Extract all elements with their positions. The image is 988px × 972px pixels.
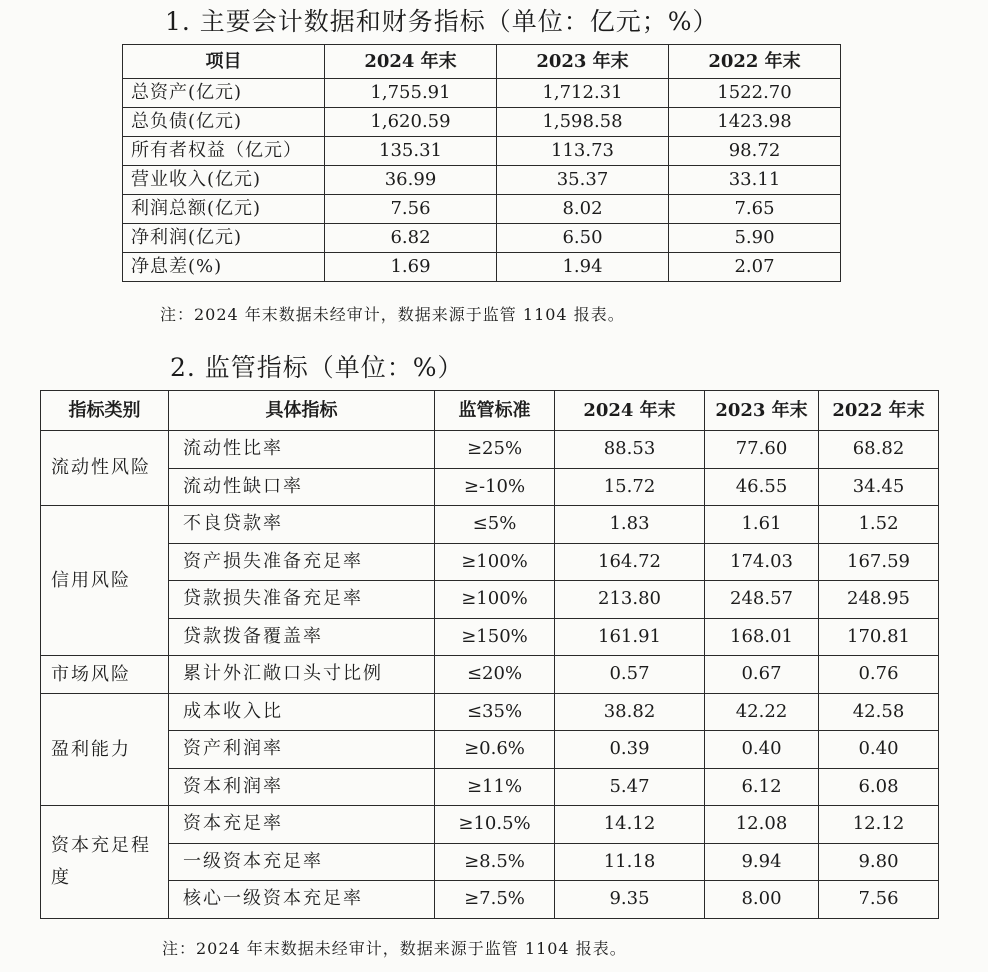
- value-2023: 1,712.31: [497, 79, 669, 108]
- value-2022: 248.95: [819, 581, 939, 619]
- value-2022: 9.80: [819, 843, 939, 881]
- value-2024: 164.72: [555, 543, 705, 581]
- value-2024: 14.12: [555, 806, 705, 844]
- regulatory-standard: ≥8.5%: [435, 843, 555, 881]
- indicator-name: 成本收入比: [169, 693, 435, 731]
- value-2024: 9.35: [555, 881, 705, 919]
- table-row: [123, 253, 841, 282]
- header-2022: 2022 年末: [819, 391, 939, 431]
- section2-note: 注：2024 年末数据未经审计，数据来源于监管 1104 报表。: [162, 939, 627, 958]
- value-2022: 98.72: [669, 137, 841, 166]
- value-2024: 1,620.59: [325, 108, 497, 137]
- header-category: 指标类别: [41, 391, 169, 431]
- table-row: [123, 166, 841, 195]
- table-row: [41, 768, 939, 806]
- value-2023: 113.73: [497, 137, 669, 166]
- value-2024: 1.69: [325, 253, 497, 282]
- indicator-name: 贷款损失准备充足率: [169, 581, 435, 619]
- regulatory-standard: ≥25%: [435, 431, 555, 469]
- regulatory-standard: ≥0.6%: [435, 731, 555, 769]
- value-2022: 0.40: [819, 731, 939, 769]
- table-row: [41, 881, 939, 919]
- value-2023: 9.94: [705, 843, 819, 881]
- header-2024: 2024 年末: [555, 391, 705, 431]
- value-2022: 1.52: [819, 506, 939, 544]
- value-2024: 5.47: [555, 768, 705, 806]
- header-item: 项目: [123, 45, 325, 79]
- value-2022: 33.11: [669, 166, 841, 195]
- indicator-name: 流动性缺口率: [169, 468, 435, 506]
- value-2024: 0.39: [555, 731, 705, 769]
- value-2022: 0.76: [819, 656, 939, 694]
- value-2022: 7.65: [669, 195, 841, 224]
- value-2023: 248.57: [705, 581, 819, 619]
- section2-title: 2. 监管指标（单位：%）: [170, 353, 464, 382]
- value-2022: 1423.98: [669, 108, 841, 137]
- value-2022: 2.07: [669, 253, 841, 282]
- value-2024: 6.82: [325, 224, 497, 253]
- value-2023: 12.08: [705, 806, 819, 844]
- value-2022: 1522.70: [669, 79, 841, 108]
- table-row: [41, 656, 939, 694]
- indicator-name: 流动性比率: [169, 431, 435, 469]
- indicator-name: 资本利润率: [169, 768, 435, 806]
- table-row: [123, 137, 841, 166]
- table-row: [123, 224, 841, 253]
- value-2022: 170.81: [819, 618, 939, 656]
- row-label: 营业收入(亿元): [123, 166, 325, 195]
- regulatory-standard: ≥7.5%: [435, 881, 555, 919]
- indicator-name: 资产利润率: [169, 731, 435, 769]
- value-2022: 12.12: [819, 806, 939, 844]
- regulatory-standard: ≥-10%: [435, 468, 555, 506]
- row-label: 总资产(亿元): [123, 79, 325, 108]
- table-header-row: [41, 391, 939, 431]
- indicator-name: 累计外汇敞口头寸比例: [169, 656, 435, 694]
- financial-indicators-table: [122, 44, 841, 282]
- value-2023: 46.55: [705, 468, 819, 506]
- value-2024: 213.80: [555, 581, 705, 619]
- table-row: [41, 581, 939, 619]
- indicator-name: 核心一级资本充足率: [169, 881, 435, 919]
- value-2023: 0.67: [705, 656, 819, 694]
- row-label: 所有者权益（亿元）: [123, 137, 325, 166]
- value-2023: 0.40: [705, 731, 819, 769]
- table-row: [123, 79, 841, 108]
- table-row: [41, 843, 939, 881]
- value-2022: 6.08: [819, 768, 939, 806]
- value-2023: 35.37: [497, 166, 669, 195]
- value-2024: 0.57: [555, 656, 705, 694]
- value-2022: 167.59: [819, 543, 939, 581]
- indicator-name: 不良贷款率: [169, 506, 435, 544]
- value-2022: 42.58: [819, 693, 939, 731]
- regulatory-standard: ≥10.5%: [435, 806, 555, 844]
- header-standard: 监管标准: [435, 391, 555, 431]
- table-row: [41, 806, 939, 844]
- category-cell: 资本充足程度: [41, 806, 169, 919]
- value-2024: 88.53: [555, 431, 705, 469]
- regulatory-standard: ≤5%: [435, 506, 555, 544]
- value-2022: 68.82: [819, 431, 939, 469]
- table-row: [41, 506, 939, 544]
- regulatory-standard: ≥11%: [435, 768, 555, 806]
- value-2022: 5.90: [669, 224, 841, 253]
- value-2023: 8.02: [497, 195, 669, 224]
- table-row: [41, 693, 939, 731]
- value-2024: 38.82: [555, 693, 705, 731]
- indicator-name: 资产损失准备充足率: [169, 543, 435, 581]
- header-2022: 2022 年末: [669, 45, 841, 79]
- table-row: [123, 195, 841, 224]
- value-2024: 11.18: [555, 843, 705, 881]
- value-2024: 36.99: [325, 166, 497, 195]
- value-2024: 1.83: [555, 506, 705, 544]
- value-2024: 15.72: [555, 468, 705, 506]
- category-cell: 流动性风险: [41, 431, 169, 506]
- table-header-row: [123, 45, 841, 79]
- value-2024: 7.56: [325, 195, 497, 224]
- category-cell: 市场风险: [41, 656, 169, 694]
- indicator-name: 贷款拨备覆盖率: [169, 618, 435, 656]
- value-2024: 161.91: [555, 618, 705, 656]
- table-row: [41, 468, 939, 506]
- value-2023: 6.50: [497, 224, 669, 253]
- value-2023: 174.03: [705, 543, 819, 581]
- value-2024: 1,755.91: [325, 79, 497, 108]
- value-2023: 6.12: [705, 768, 819, 806]
- section1-title: 1. 主要会计数据和财务指标（单位：亿元；%）: [165, 7, 719, 36]
- value-2024: 135.31: [325, 137, 497, 166]
- header-2023: 2023 年末: [497, 45, 669, 79]
- row-label: 净息差(%): [123, 253, 325, 282]
- regulatory-standard: ≥100%: [435, 581, 555, 619]
- regulatory-standard: ≥100%: [435, 543, 555, 581]
- row-label: 总负债(亿元): [123, 108, 325, 137]
- value-2023: 42.22: [705, 693, 819, 731]
- table-row: [123, 108, 841, 137]
- value-2023: 1,598.58: [497, 108, 669, 137]
- section1-note: 注：2024 年末数据未经审计，数据来源于监管 1104 报表。: [160, 305, 625, 324]
- value-2022: 34.45: [819, 468, 939, 506]
- category-cell: 盈利能力: [41, 693, 169, 806]
- row-label: 利润总额(亿元): [123, 195, 325, 224]
- row-label: 净利润(亿元): [123, 224, 325, 253]
- table-row: [41, 618, 939, 656]
- regulatory-standard: ≥150%: [435, 618, 555, 656]
- value-2023: 1.61: [705, 506, 819, 544]
- table-row: [41, 543, 939, 581]
- indicator-name: 资本充足率: [169, 806, 435, 844]
- header-indicator: 具体指标: [169, 391, 435, 431]
- value-2023: 1.94: [497, 253, 669, 282]
- regulatory-indicators-table: [40, 390, 939, 919]
- table-row: [41, 731, 939, 769]
- header-2024: 2024 年末: [325, 45, 497, 79]
- value-2023: 77.60: [705, 431, 819, 469]
- indicator-name: 一级资本充足率: [169, 843, 435, 881]
- header-2023: 2023 年末: [705, 391, 819, 431]
- value-2023: 8.00: [705, 881, 819, 919]
- value-2022: 7.56: [819, 881, 939, 919]
- table-row: [41, 431, 939, 469]
- category-cell: 信用风险: [41, 506, 169, 656]
- regulatory-standard: ≤35%: [435, 693, 555, 731]
- value-2023: 168.01: [705, 618, 819, 656]
- regulatory-standard: ≤20%: [435, 656, 555, 694]
